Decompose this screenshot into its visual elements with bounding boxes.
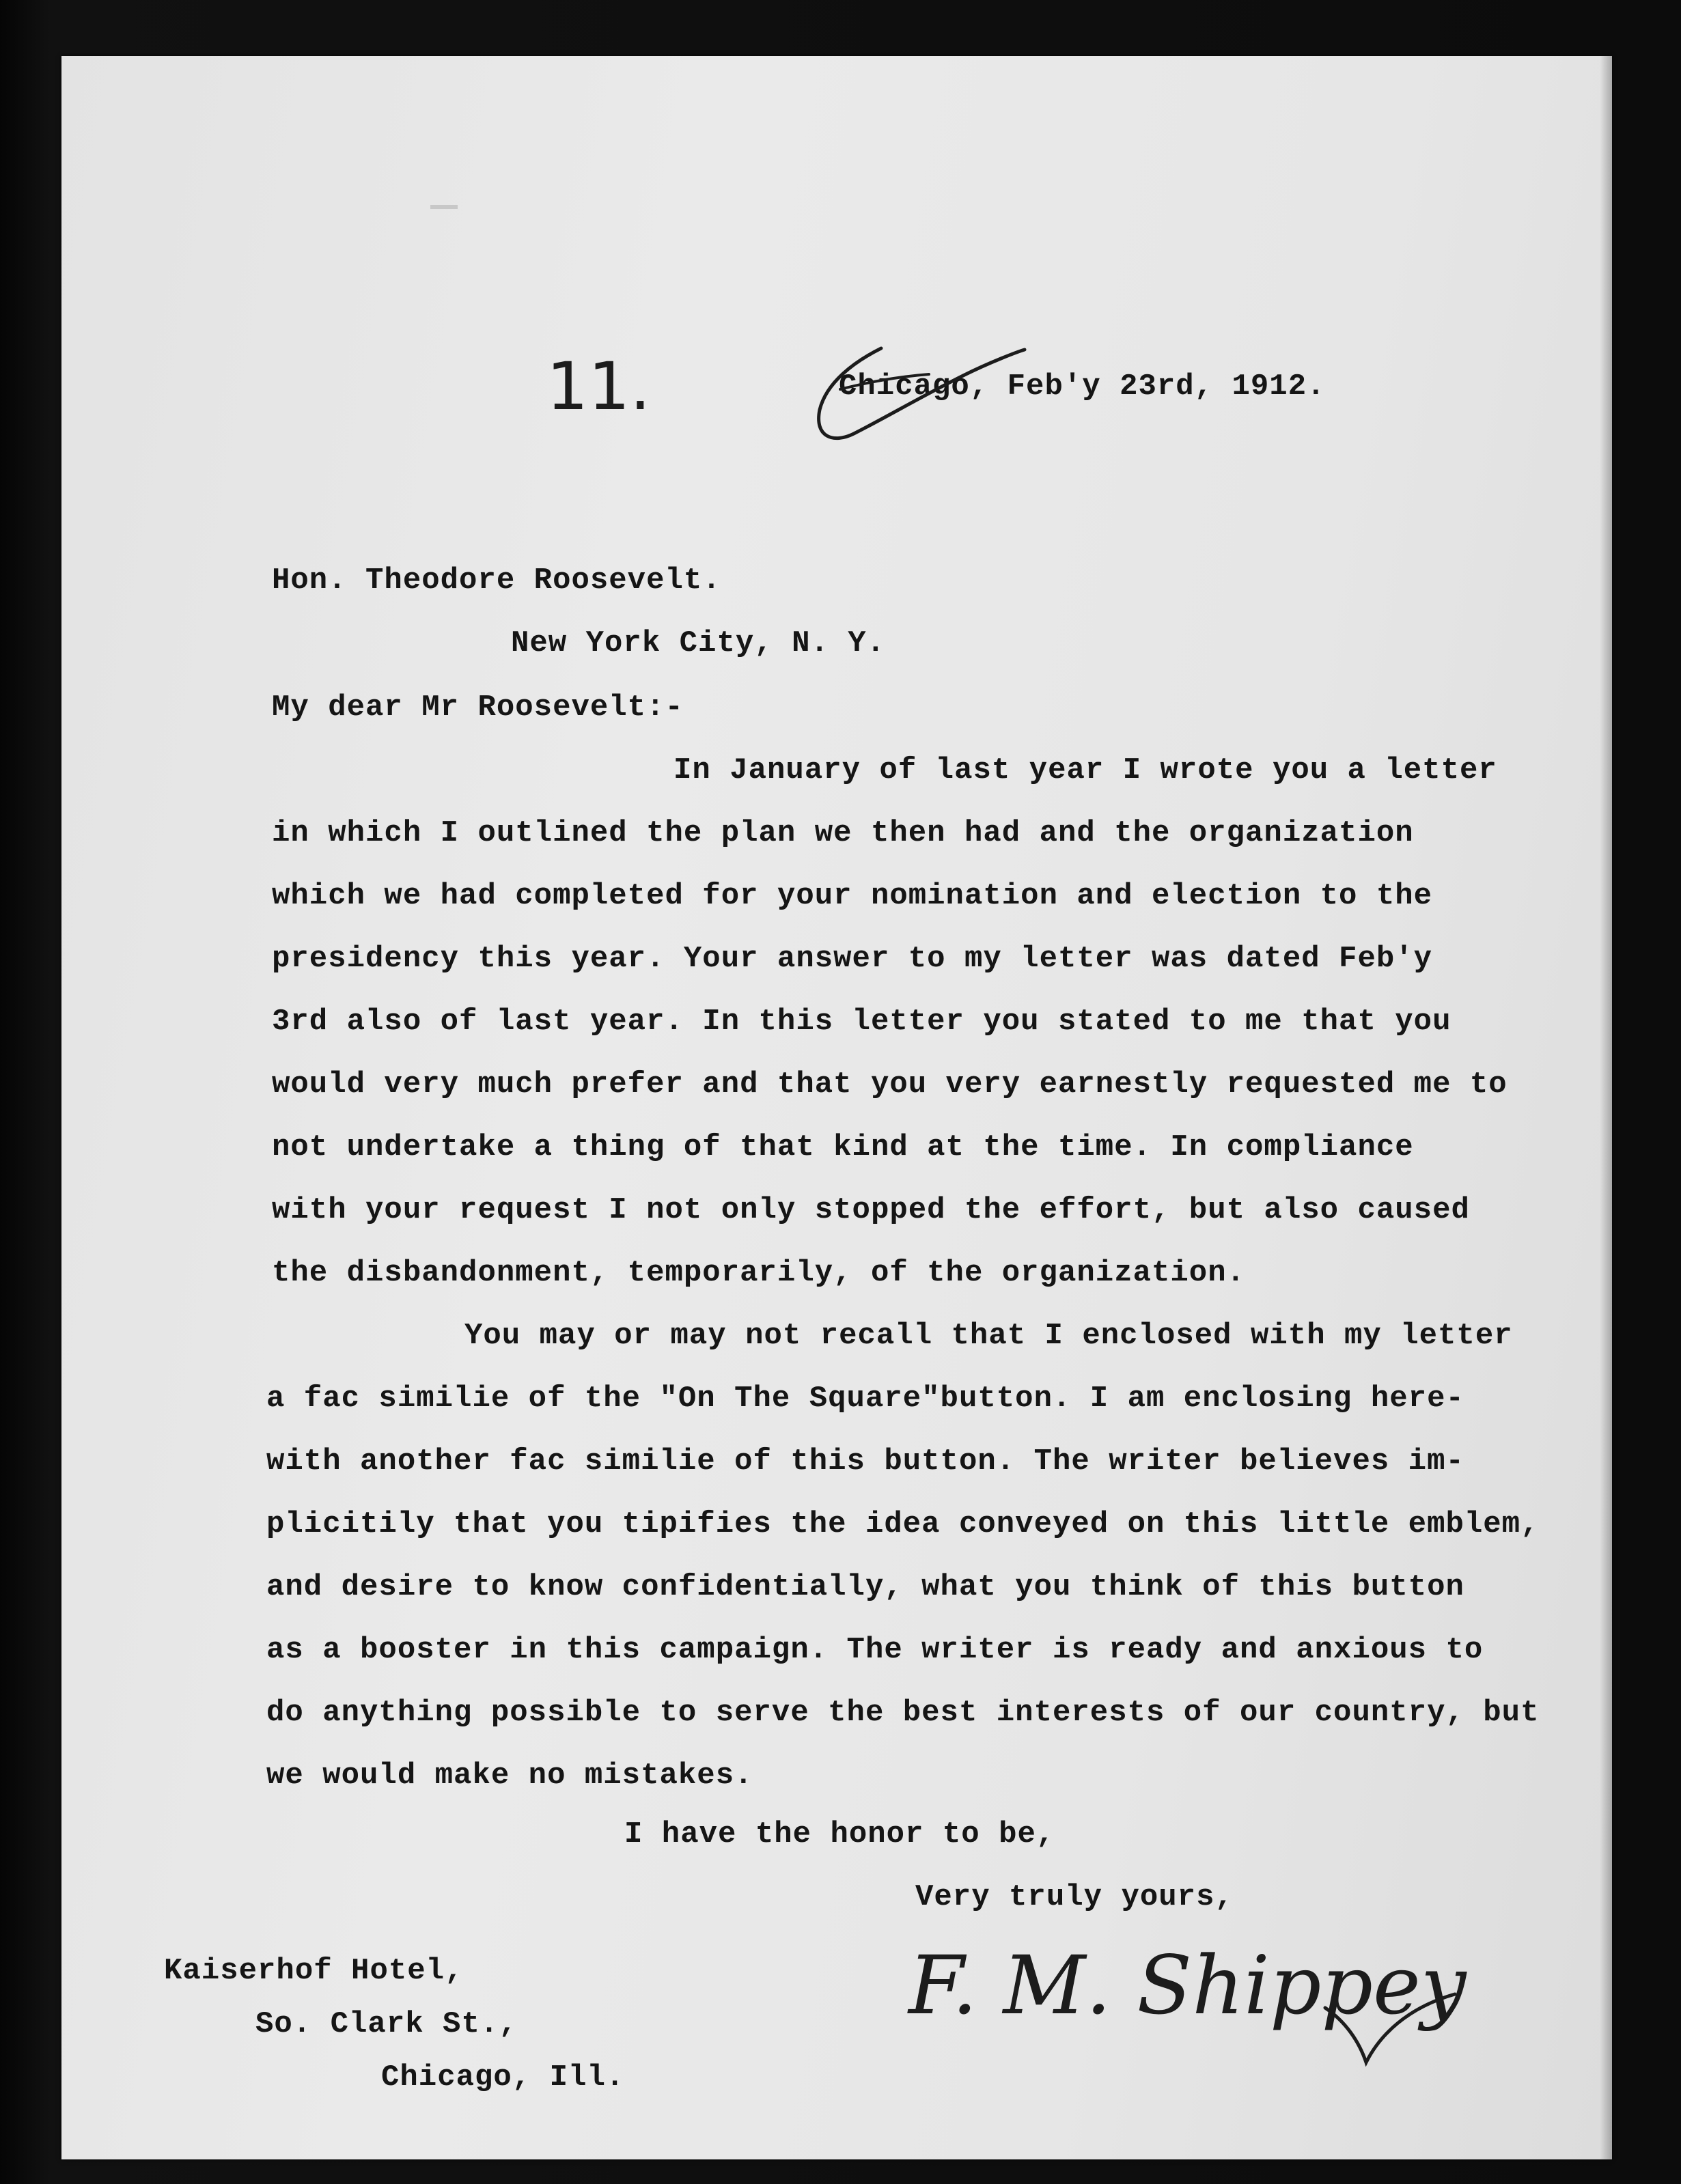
body-line: which we had completed for your nomination and election to the <box>272 879 1433 913</box>
page-edge-shadow <box>1600 56 1612 2159</box>
body-line: do anything possible to serve the best interests of our country, but <box>266 1696 1540 1730</box>
recipient-city: New York City, N. Y. <box>511 626 886 660</box>
body-line: presidency this year. Your answer to my letter was dated Feb'y <box>272 942 1433 976</box>
body-line: we would make no mistakes. <box>266 1759 753 1793</box>
body-line: with your request I not only stopped the effort, but also caused <box>272 1193 1470 1227</box>
body-line: with another fac similie of this button. The writer believes im- <box>266 1444 1464 1479</box>
dateline: Chicago, Feb'y 23rd, 1912. <box>839 369 1326 404</box>
body-line: In January of last year I wrote you a letter <box>673 753 1497 787</box>
body-line: as a booster in this campaign. The writer is ready and anxious to <box>266 1633 1484 1667</box>
body-line: not undertake a thing of that kind at the time. In compliance <box>272 1130 1414 1164</box>
sender-hotel: Kaiserhof Hotel, <box>164 1954 464 1988</box>
body-line: You may or may not recall that I enclosed with my letter <box>464 1319 1513 1353</box>
salutation: My dear Mr Roosevelt:- <box>272 690 684 725</box>
body-line: plicitily that you tipifies the idea conveyed on this little emblem, <box>266 1507 1540 1541</box>
closing-line: I have the honor to be, <box>624 1817 1055 1851</box>
body-line: 3rd also of last year. In this letter you stated to me that you <box>272 1005 1451 1039</box>
signature-flourish <box>1318 1980 1469 2076</box>
recipient-name: Hon. Theodore Roosevelt. <box>272 563 721 598</box>
body-line: in which I outlined the plan we then had and the organization <box>272 816 1414 850</box>
body-line: and desire to know confidentially, what you think of this button <box>266 1570 1464 1604</box>
sender-city: Chicago, Ill. <box>381 2060 625 2095</box>
dateline-scribble <box>799 335 1031 464</box>
body-line: the disbandonment, temporarily, of the organization. <box>272 1256 1246 1290</box>
body-line: would very much prefer and that you very earnestly requested me to <box>272 1067 1508 1102</box>
sender-street: So. Clark St., <box>255 2007 518 2041</box>
body-line: a fac similie of the "On The Square"button. I am enclosing here- <box>266 1382 1464 1416</box>
complimentary-close: Very truly yours, <box>915 1880 1234 1914</box>
signature: F. M. Shippey <box>908 1938 1467 2032</box>
bleed-through-mark <box>430 205 458 209</box>
handwritten-page-number: 11. <box>546 348 651 425</box>
